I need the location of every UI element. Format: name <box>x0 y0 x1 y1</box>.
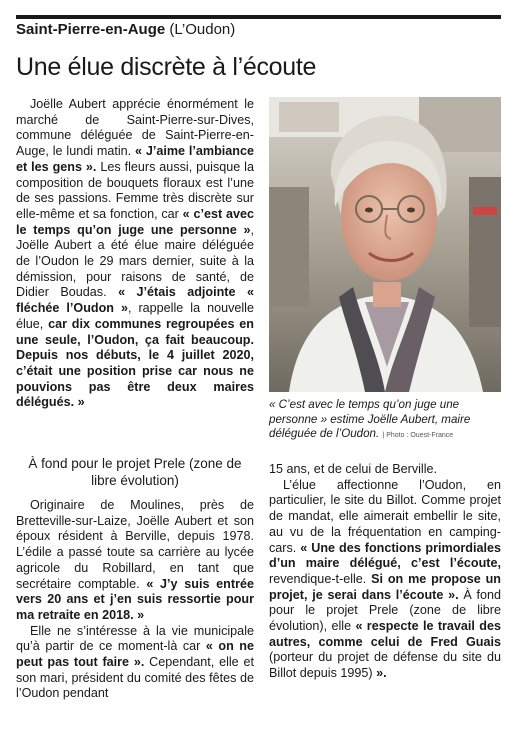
intro-paragraph: Joëlle Aubert apprécie énormément le marché de Saint-Pierre-sur-Dives, commune déléguée de Saint-Pierre-en-Auge, le lundi matin. « J’aime l’ambiance et les gens ». Les fleurs aussi, puisque la composition de bouquets floraux est l’une de ses passions. Femme très discrète sur elle-même et sa fonction, car « c’est avec le temps qu’on juge une personne », Joëlle Aubert a été élue maire déléguée de l’Oudon le 29 mars dernier, suite à la démission, pour raisons de santé, de Didier Boudas. « J’étais adjointe « fléchée l’Oudon », rappelle la nouvelle élue, car dix communes regroupées en une seule, l’Oudon, ça fait beaucoup. Depuis nos débuts, le 4 juillet 2020, c’était une position prise car nous ne pouvions pas être deux maires délégués. » <box>16 97 255 410</box>
portrait-photo <box>269 97 501 392</box>
caption-text: « C’est avec le temps qu’on juge une personne » estime Joëlle Aubert, maire déléguée de l’Oudon. <box>269 398 471 441</box>
paragraph-continuation: 15 ans, et de celui de Berville. <box>269 462 438 476</box>
left-column-bottom <box>16 498 254 702</box>
rubric-sub: (L’Oudon) <box>169 21 236 38</box>
rubric <box>16 15 501 43</box>
left-column-top <box>16 97 254 411</box>
photo-credit: | Photo : Ouest-France <box>382 432 454 440</box>
photo-caption <box>269 398 501 444</box>
paragraph-billot: L’élue affectionne l’Oudon, en particulier, le site du Billot. Comme projet de mandat, elle aimerait embellir le site, au vu de la fréquentation en camping-cars. « Une des fonctions primordiales d’un maire délégué, c’est l’écoute, revendique-t-elle. Si on me propose un projet, je serai dans l’écoute ». À fond pour le projet Prele (zone de libre évolution), elle « respecte le travail des autres, comme celui de Fred Guais (porteur du projet de défense du site du Billot depuis 1995) ». <box>269 477 501 681</box>
paragraph-origins: Originaire de Moulines, près de Bretteville-sur-Laize, Joëlle Aubert et son époux résident à Berville, depuis 1978. L’édile a passé toute sa carrière au lycée agricole du Robillard, en tant que secrétaire comptable. « J’y suis entrée vers 20 ans et j’en suis ressortie pour ma retraite en 2018. » <box>16 498 254 622</box>
headline: Une élue discrète à l’écoute <box>16 53 317 81</box>
rubric-place: Saint-Pierre-en-Auge <box>16 21 166 38</box>
paragraph-municipal: Elle ne s’intéresse à la vie municipale qu’à partir de ce moment-là car « on ne peut pas tout faire ». Cependant, elle et son mari, président du comité des fêtes de l’Oudon pendant <box>16 623 254 701</box>
right-column <box>269 462 501 682</box>
subheading: À fond pour le projet Prele (zone de libre évolution) <box>28 456 242 488</box>
portrait-illustration <box>269 97 501 392</box>
